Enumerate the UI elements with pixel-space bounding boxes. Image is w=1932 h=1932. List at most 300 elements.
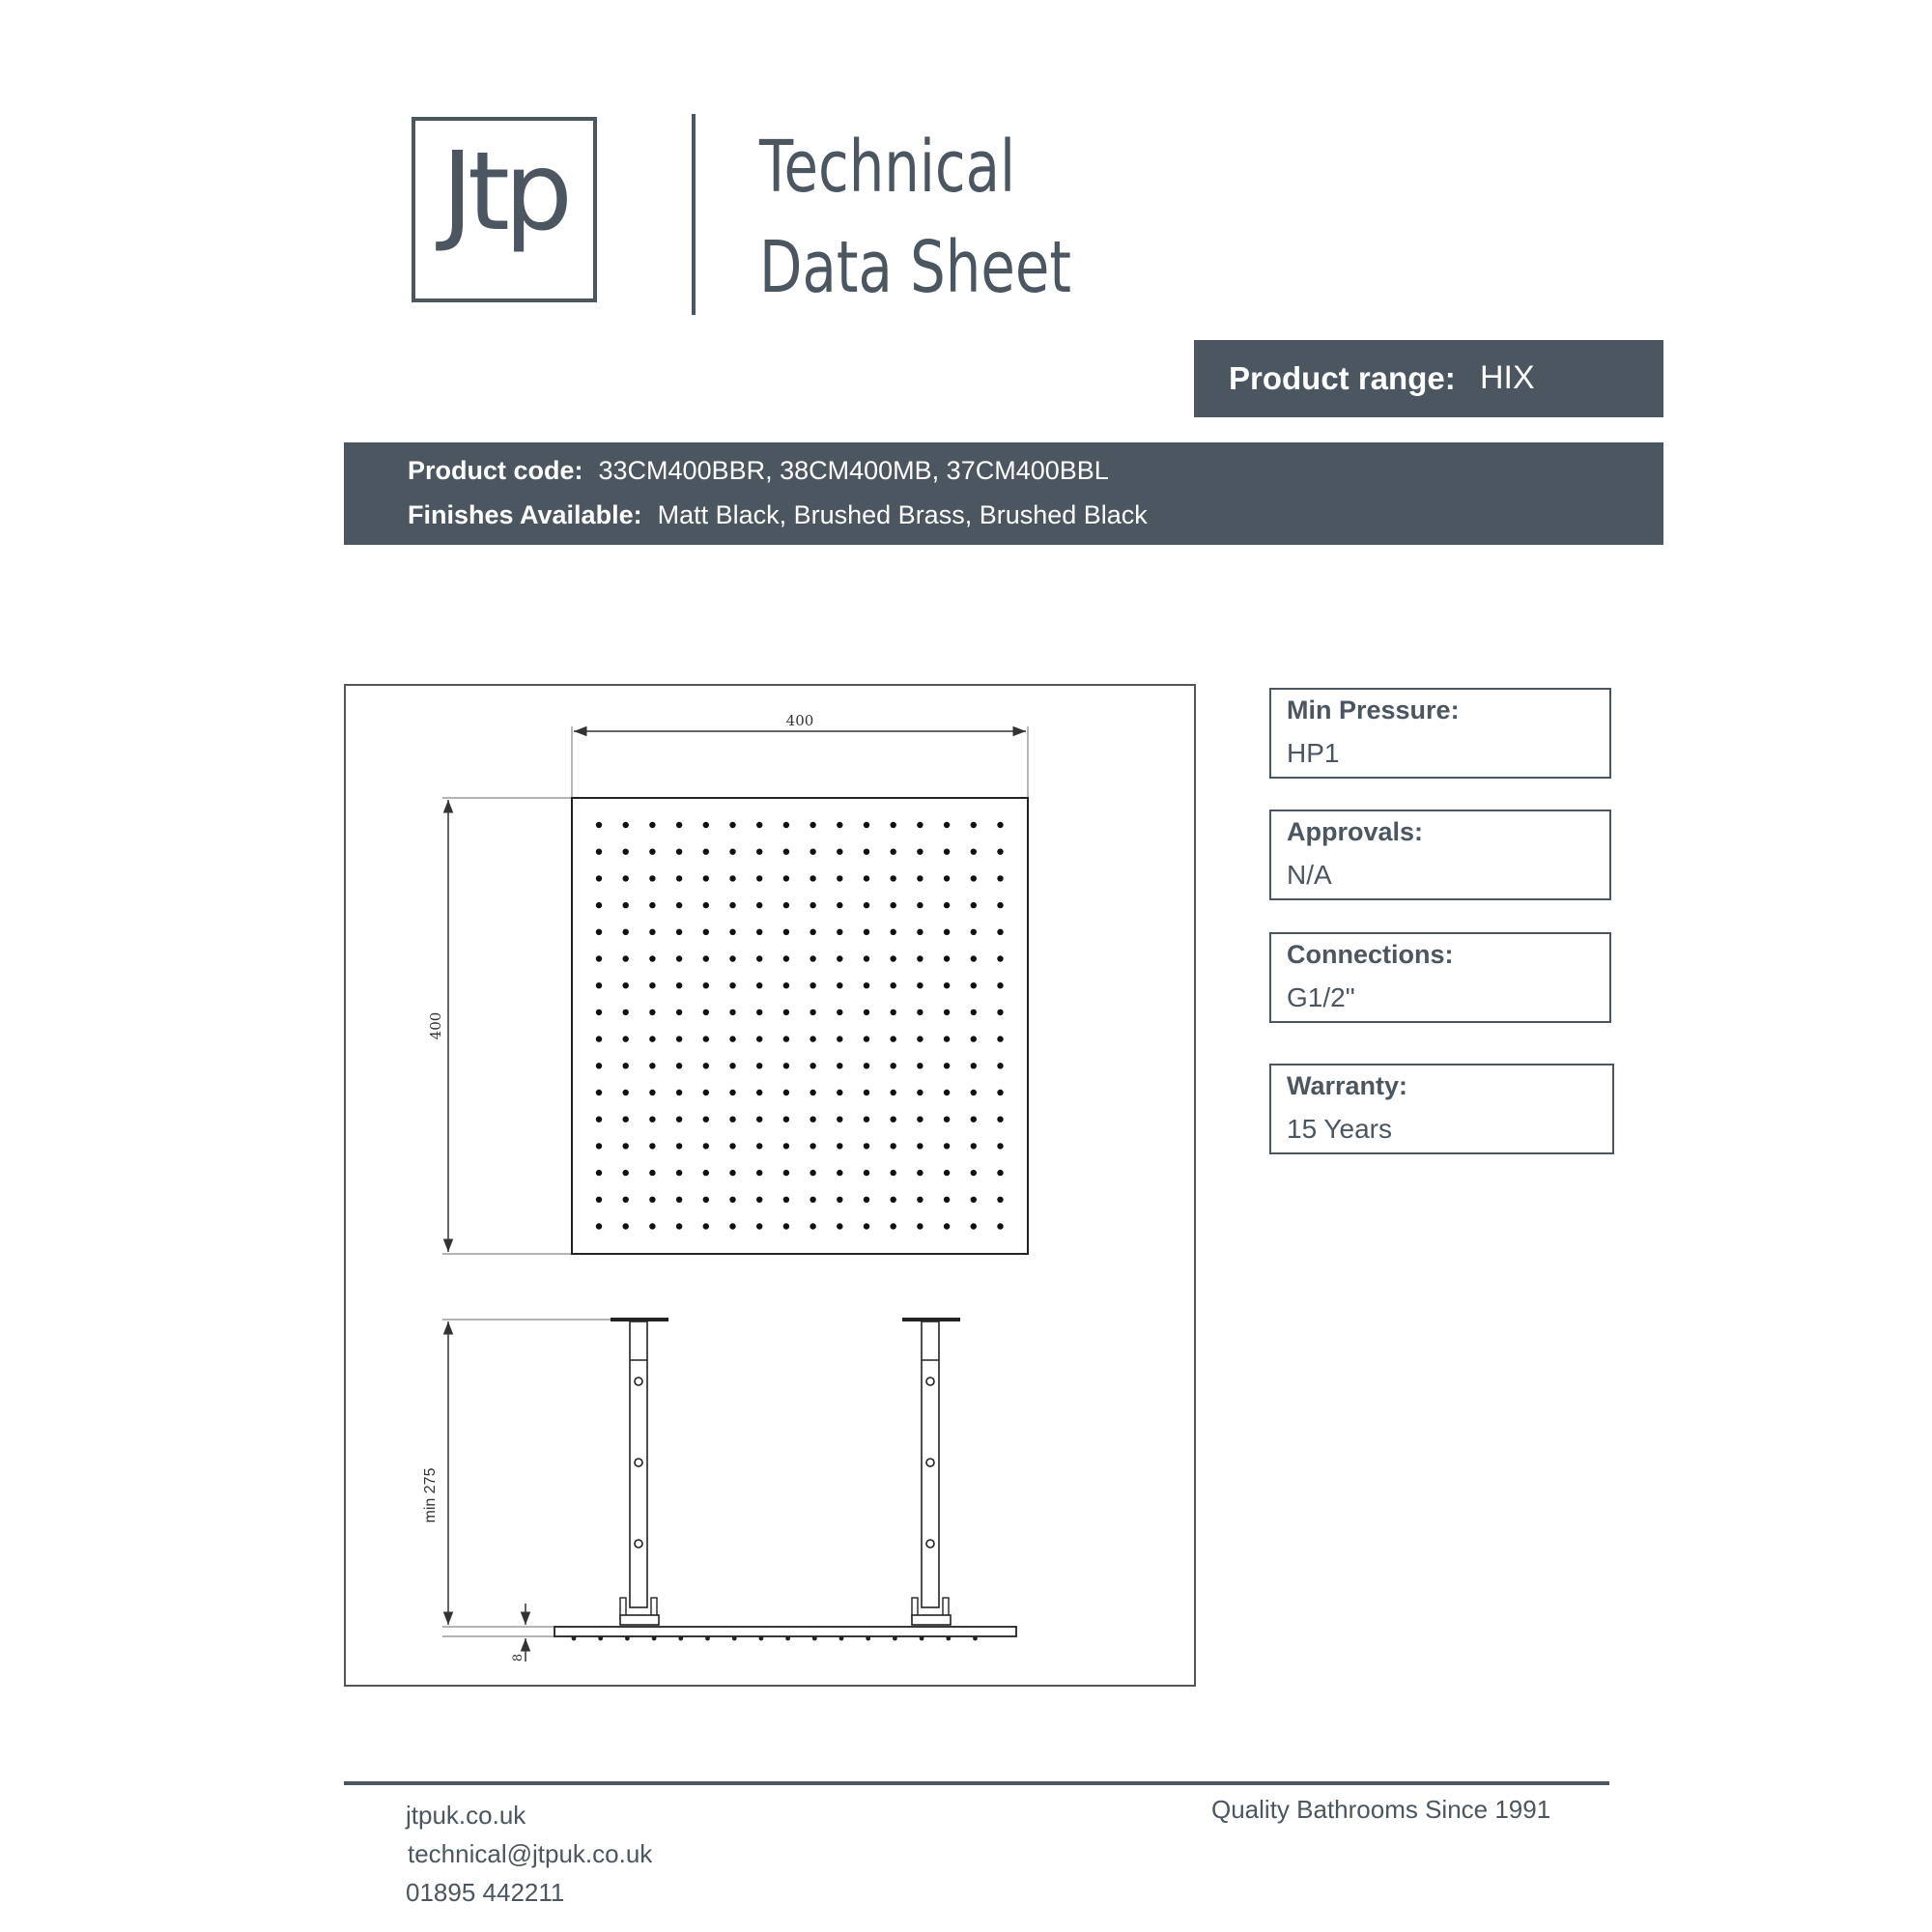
- nozzle-dot: [783, 929, 789, 935]
- nozzle-dot: [649, 1063, 655, 1068]
- nozzle-dot: [756, 1063, 762, 1068]
- nozzle-dot: [596, 929, 602, 935]
- footer-phone: 01895 442211: [406, 1878, 565, 1907]
- nozzle-dot: [783, 1170, 789, 1176]
- nozzle-dot: [596, 1090, 602, 1095]
- nozzle-dot: [944, 955, 950, 961]
- nozzle-dot: [837, 1117, 842, 1122]
- nozzle-dot: [729, 1090, 735, 1095]
- nozzle-dot: [891, 955, 896, 961]
- nozzle-dot: [783, 1009, 789, 1015]
- nozzle-dot: [783, 1036, 789, 1041]
- nozzle-dot: [891, 1170, 896, 1176]
- nozzle-dot: [864, 1036, 869, 1041]
- product-code-value: 33CM400BBR, 38CM400MB, 37CM400BBL: [598, 456, 1109, 485]
- nozzle-dot: [810, 902, 815, 908]
- nozzle-dot: [703, 822, 709, 828]
- side-nozzle: [893, 1636, 897, 1641]
- nozzle-dot: [810, 1090, 815, 1095]
- nozzle-dot: [837, 1143, 842, 1149]
- spec-connections: [1269, 932, 1611, 1023]
- nozzle-dot: [703, 1197, 709, 1203]
- nozzle-dot: [997, 875, 1003, 881]
- nozzle-dot: [783, 822, 789, 828]
- nozzle-dot: [971, 1036, 977, 1041]
- shower-head-top-view: [572, 798, 1028, 1254]
- nozzle-dot: [891, 1117, 896, 1122]
- nozzle-dot: [997, 1090, 1003, 1095]
- nozzle-dot: [891, 929, 896, 935]
- nozzle-dot: [810, 955, 815, 961]
- side-nozzle: [812, 1636, 817, 1641]
- nozzle-dot: [596, 1223, 602, 1229]
- thickness-label: 8: [511, 1653, 526, 1662]
- nozzle-dot: [891, 1063, 896, 1068]
- nozzle-dot: [783, 1090, 789, 1095]
- nozzle-dot: [997, 982, 1003, 988]
- nozzle-dot: [864, 849, 869, 855]
- nozzle-dot: [837, 1090, 842, 1095]
- nozzle-dot: [917, 1117, 923, 1122]
- nozzle-dot: [703, 955, 709, 961]
- nozzle-dot: [623, 1197, 629, 1203]
- nozzle-dot: [971, 982, 977, 988]
- side-nozzle: [920, 1636, 924, 1641]
- nozzle-dot: [971, 1063, 977, 1068]
- product-range-label: Product range:: [1229, 360, 1456, 396]
- nozzle-dot: [729, 1170, 735, 1176]
- nozzle-dot: [729, 955, 735, 961]
- nozzle-dot: [837, 1170, 842, 1176]
- product-range-value: HIX: [1480, 359, 1535, 396]
- nozzle-dot: [944, 1090, 950, 1095]
- nozzle-dot: [649, 955, 655, 961]
- nozzle-dot: [676, 982, 682, 988]
- nozzle-dot: [837, 955, 842, 961]
- nozzle-dot: [703, 1063, 709, 1068]
- nozzle-dot: [703, 1036, 709, 1041]
- brand-logo: [412, 117, 597, 302]
- nozzle-dot: [891, 1036, 896, 1041]
- nozzle-dot: [596, 1117, 602, 1122]
- nozzle-dot: [783, 1143, 789, 1149]
- nozzle-dot: [623, 1223, 629, 1229]
- nozzle-dot: [756, 1009, 762, 1015]
- nozzle-dot: [756, 1197, 762, 1203]
- nozzle-dot: [864, 1009, 869, 1015]
- nozzle-dot: [596, 1170, 602, 1176]
- nozzle-dot: [676, 849, 682, 855]
- nozzle-dot: [944, 1036, 950, 1041]
- page-title-line-2: Data Sheet: [759, 226, 1072, 309]
- nozzle-dot: [891, 1090, 896, 1095]
- finishes-value: Matt Black, Brushed Brass, Brushed Black: [657, 500, 1148, 529]
- nozzle-dot: [756, 1090, 762, 1095]
- nozzle-dot: [944, 1009, 950, 1015]
- nozzle-dot: [676, 822, 682, 828]
- nozzle-dot: [623, 982, 629, 988]
- nozzle-dot: [676, 955, 682, 961]
- nozzle-dot: [703, 849, 709, 855]
- nozzle-dot: [649, 822, 655, 828]
- nozzle-dot: [917, 1090, 923, 1095]
- nozzle-dot: [944, 1223, 950, 1229]
- nozzle-dot: [944, 1143, 950, 1149]
- nozzle-dot: [729, 1223, 735, 1229]
- product-code-label: Product code:: [408, 456, 583, 485]
- nozzle-dot: [703, 902, 709, 908]
- nozzle-dot: [810, 822, 815, 828]
- nozzle-dot: [703, 929, 709, 935]
- spec-min-pressure-label: Min Pressure:: [1287, 696, 1460, 724]
- nozzle-dot: [649, 929, 655, 935]
- nozzle-dot: [649, 902, 655, 908]
- nozzle-dot: [891, 1197, 896, 1203]
- nozzle-dot: [783, 849, 789, 855]
- nozzle-dot: [971, 1090, 977, 1095]
- nozzle-dot: [837, 929, 842, 935]
- nozzle-dot: [837, 982, 842, 988]
- nozzle-dot: [596, 982, 602, 988]
- nozzle-dot: [917, 1143, 923, 1149]
- nozzle-dot: [676, 1090, 682, 1095]
- nozzle-dot: [649, 982, 655, 988]
- nozzle-dot: [944, 1063, 950, 1068]
- nozzle-dot: [971, 822, 977, 828]
- nozzle-dot: [756, 1143, 762, 1149]
- nozzle-dot: [676, 902, 682, 908]
- nozzle-dot: [891, 1223, 896, 1229]
- nozzle-dot: [917, 1197, 923, 1203]
- nozzle-dot: [810, 982, 815, 988]
- nozzle-dot: [944, 822, 950, 828]
- nozzle-dot: [971, 1117, 977, 1122]
- nozzle-dot: [676, 1063, 682, 1068]
- nozzle-dot: [971, 1223, 977, 1229]
- nozzle-dot: [596, 1197, 602, 1203]
- nozzle-dot: [997, 955, 1003, 961]
- nozzle-dot: [891, 875, 896, 881]
- nozzle-dot: [649, 1036, 655, 1041]
- nozzle-dot: [997, 1197, 1003, 1203]
- nozzle-dot: [783, 1117, 789, 1122]
- nozzle-dot: [810, 1170, 815, 1176]
- ceiling-arm-left: [611, 1318, 668, 1625]
- nozzle-dot: [676, 1197, 682, 1203]
- nozzle-dot: [729, 849, 735, 855]
- nozzle-dot: [864, 875, 869, 881]
- nozzle-dot: [891, 982, 896, 988]
- nozzle-dot: [837, 1063, 842, 1068]
- nozzle-dot: [971, 955, 977, 961]
- nozzle-dot: [864, 1117, 869, 1122]
- nozzle-dot: [756, 1170, 762, 1176]
- logo-text: Jtp: [440, 129, 568, 255]
- nozzle-dot: [917, 1170, 923, 1176]
- nozzle-dot: [917, 902, 923, 908]
- nozzle-dot: [944, 929, 950, 935]
- spec-approvals: [1269, 810, 1611, 900]
- nozzle-dot: [756, 982, 762, 988]
- nozzle-dot: [997, 822, 1003, 828]
- footer-email-link[interactable]: technical@jtpuk.co.uk: [408, 1839, 653, 1868]
- nozzle-dot: [917, 955, 923, 961]
- nozzle-dot: [971, 1197, 977, 1203]
- finishes-row: [408, 500, 1148, 530]
- nozzle-dot: [917, 1036, 923, 1041]
- nozzle-dot: [917, 1223, 923, 1229]
- nozzle-dot: [864, 902, 869, 908]
- nozzle-dot: [756, 902, 762, 908]
- technical-drawing: [346, 686, 1194, 1685]
- technical-drawing-frame: [344, 684, 1196, 1687]
- nozzle-dot: [864, 1090, 869, 1095]
- nozzle-dot: [729, 929, 735, 935]
- page-title-line-1: Technical: [759, 126, 1016, 209]
- nozzle-dot: [729, 822, 735, 828]
- product-range-bar: [1194, 340, 1663, 417]
- nozzle-dot: [783, 875, 789, 881]
- nozzle-dot: [837, 902, 842, 908]
- nozzle-dot: [783, 902, 789, 908]
- nozzle-dot: [623, 1009, 629, 1015]
- nozzle-dot: [971, 902, 977, 908]
- nozzle-dot: [864, 1143, 869, 1149]
- height-dimension-label: 400: [427, 1011, 444, 1040]
- nozzle-dot: [783, 982, 789, 988]
- nozzle-dot: [917, 1009, 923, 1015]
- nozzle-dot: [756, 875, 762, 881]
- spec-min-pressure: [1269, 688, 1611, 779]
- nozzle-dot: [729, 1117, 735, 1122]
- nozzle-dot: [623, 1170, 629, 1176]
- nozzle-dot: [676, 1170, 682, 1176]
- shower-head-side-view: [554, 1627, 1016, 1636]
- nozzle-dot: [596, 1009, 602, 1015]
- arm-dimension-label: min 275: [422, 1467, 439, 1523]
- nozzle-dot: [676, 1143, 682, 1149]
- nozzle-dot: [729, 902, 735, 908]
- nozzle-dot: [623, 1117, 629, 1122]
- nozzle-dot: [997, 929, 1003, 935]
- side-nozzle: [946, 1636, 951, 1641]
- nozzle-dot: [997, 849, 1003, 855]
- nozzle-dot: [623, 1063, 629, 1068]
- nozzle-dot: [864, 1170, 869, 1176]
- nozzle-dot: [623, 902, 629, 908]
- nozzle-dot: [649, 875, 655, 881]
- nozzle-dot: [756, 929, 762, 935]
- nozzle-dot: [971, 1009, 977, 1015]
- nozzle-dot: [997, 1170, 1003, 1176]
- side-nozzle: [866, 1636, 870, 1641]
- spec-approvals-label: Approvals:: [1287, 817, 1424, 846]
- footer-website-link[interactable]: jtpuk.co.uk: [406, 1801, 526, 1830]
- nozzle-dot: [864, 1063, 869, 1068]
- nozzle-dot: [917, 929, 923, 935]
- nozzle-dot: [810, 875, 815, 881]
- nozzle-dot: [623, 929, 629, 935]
- nozzle-dot: [756, 1117, 762, 1122]
- spec-connections-label: Connections:: [1287, 940, 1454, 969]
- nozzle-dot: [596, 1063, 602, 1068]
- nozzle-dot: [623, 1143, 629, 1149]
- nozzle-dot: [729, 1036, 735, 1041]
- nozzle-dot: [810, 929, 815, 935]
- nozzle-dot: [810, 1223, 815, 1229]
- nozzle-dot: [997, 1063, 1003, 1068]
- nozzle-dot: [623, 955, 629, 961]
- nozzle-dot: [944, 982, 950, 988]
- spec-warranty-value: 15 Years: [1287, 1114, 1392, 1144]
- nozzle-dot: [997, 902, 1003, 908]
- nozzle-dot: [729, 1197, 735, 1203]
- nozzle-dot: [971, 875, 977, 881]
- nozzle-dot: [810, 1036, 815, 1041]
- side-nozzle: [973, 1636, 978, 1641]
- nozzle-dot: [623, 822, 629, 828]
- nozzle-dot: [997, 1223, 1003, 1229]
- nozzle-dot: [703, 1009, 709, 1015]
- nozzle-dot: [676, 929, 682, 935]
- finishes-label: Finishes Available:: [408, 500, 642, 529]
- nozzle-dot: [649, 1117, 655, 1122]
- nozzle-dot: [944, 902, 950, 908]
- nozzle-dot: [997, 1009, 1003, 1015]
- nozzle-dot: [703, 1170, 709, 1176]
- nozzle-dot: [837, 1197, 842, 1203]
- nozzle-dot: [864, 982, 869, 988]
- nozzle-dot: [837, 1223, 842, 1229]
- spec-connections-value: G1/2": [1287, 982, 1355, 1012]
- nozzle-dot: [703, 1117, 709, 1122]
- nozzle-dot: [676, 1009, 682, 1015]
- footer-tagline: Quality Bathrooms Since 1991: [1211, 1795, 1551, 1824]
- spec-approvals-value: N/A: [1287, 860, 1332, 890]
- side-nozzle: [759, 1636, 764, 1641]
- nozzle-dot: [810, 1143, 815, 1149]
- nozzle-dot: [623, 1036, 629, 1041]
- nozzle-dot: [703, 982, 709, 988]
- nozzle-dot: [596, 902, 602, 908]
- side-nozzle: [572, 1636, 577, 1641]
- nozzle-dot: [783, 955, 789, 961]
- nozzle-dot: [676, 1223, 682, 1229]
- nozzle-dot: [649, 1143, 655, 1149]
- nozzle-dot: [649, 1170, 655, 1176]
- nozzle-dot: [810, 1117, 815, 1122]
- side-nozzle: [652, 1636, 657, 1641]
- nozzle-dot: [783, 1063, 789, 1068]
- nozzle-dot: [756, 1036, 762, 1041]
- nozzle-dot: [756, 1223, 762, 1229]
- footer-divider: [344, 1781, 1609, 1785]
- nozzle-dot: [864, 1197, 869, 1203]
- nozzle-dot: [971, 849, 977, 855]
- nozzle-dot: [729, 1063, 735, 1068]
- nozzle-dot: [837, 822, 842, 828]
- nozzle-dot: [944, 1117, 950, 1122]
- nozzle-dot: [729, 982, 735, 988]
- nozzle-dot: [649, 849, 655, 855]
- nozzle-dot: [917, 875, 923, 881]
- nozzle-dot: [837, 849, 842, 855]
- nozzle-dot: [623, 849, 629, 855]
- side-nozzle: [705, 1636, 710, 1641]
- spec-warranty-label: Warranty:: [1287, 1071, 1408, 1100]
- spec-warranty: [1269, 1064, 1614, 1154]
- nozzle-dot: [623, 1090, 629, 1095]
- nozzle-dot: [729, 875, 735, 881]
- nozzle-dot: [944, 875, 950, 881]
- nozzle-dot: [729, 1009, 735, 1015]
- nozzle-dot: [649, 1197, 655, 1203]
- nozzle-dot: [649, 1090, 655, 1095]
- product-info-bar: [344, 442, 1663, 545]
- nozzle-dot: [783, 1197, 789, 1203]
- nozzle-dot: [837, 1036, 842, 1041]
- nozzle-dot: [676, 875, 682, 881]
- nozzle-dot: [891, 849, 896, 855]
- nozzle-dot: [997, 1036, 1003, 1041]
- nozzle-dot: [596, 849, 602, 855]
- nozzle-dot: [623, 875, 629, 881]
- nozzle-dot: [997, 1117, 1003, 1122]
- side-nozzle: [678, 1636, 683, 1641]
- nozzle-dot: [944, 1197, 950, 1203]
- nozzle-dot: [596, 875, 602, 881]
- spec-min-pressure-value: HP1: [1287, 738, 1340, 768]
- nozzle-dot: [864, 1223, 869, 1229]
- nozzle-dot: [676, 1117, 682, 1122]
- nozzle-dot: [864, 955, 869, 961]
- header-divider: [692, 114, 696, 315]
- nozzle-dot: [756, 955, 762, 961]
- nozzle-dot: [756, 822, 762, 828]
- nozzle-dot: [891, 902, 896, 908]
- nozzle-dot: [917, 849, 923, 855]
- product-code-row: [408, 456, 1109, 486]
- nozzle-dot: [596, 1036, 602, 1041]
- ceiling-arm-right: [902, 1318, 960, 1625]
- nozzle-dot: [596, 1143, 602, 1149]
- nozzle-dot: [917, 1063, 923, 1068]
- nozzle-dot: [676, 1036, 682, 1041]
- side-nozzle: [625, 1636, 630, 1641]
- nozzle-dot: [596, 822, 602, 828]
- nozzle-dot: [810, 1063, 815, 1068]
- nozzle-dot: [864, 929, 869, 935]
- nozzle-dot: [944, 849, 950, 855]
- nozzle-dot: [891, 1009, 896, 1015]
- nozzle-dot: [729, 1143, 735, 1149]
- nozzle-dot: [810, 849, 815, 855]
- nozzle-dot: [917, 822, 923, 828]
- side-nozzle: [785, 1636, 790, 1641]
- nozzle-dot: [810, 1009, 815, 1015]
- nozzle-dot: [864, 822, 869, 828]
- nozzle-dot: [837, 1009, 842, 1015]
- nozzle-dot: [596, 955, 602, 961]
- side-nozzle: [839, 1636, 844, 1641]
- nozzle-dot: [891, 1143, 896, 1149]
- nozzle-dot: [837, 875, 842, 881]
- nozzle-dot: [971, 1170, 977, 1176]
- nozzle-dot: [783, 1223, 789, 1229]
- nozzle-dot: [649, 1223, 655, 1229]
- nozzle-dot: [756, 849, 762, 855]
- nozzle-dot: [944, 1170, 950, 1176]
